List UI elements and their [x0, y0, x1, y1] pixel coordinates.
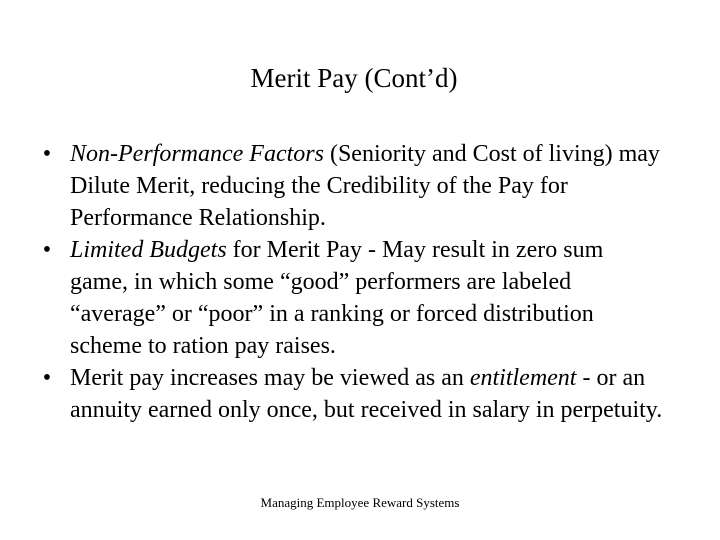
bullet-symbol: •	[42, 237, 52, 263]
bullet-text: - or an annuity earned only once, but received in salary in perpetuity.	[70, 365, 663, 423]
bullet-symbol: •	[42, 365, 52, 391]
bullet-list	[36, 138, 666, 426]
bullet-emphasis: Limited Budgets	[70, 237, 227, 263]
bullet-emphasis: entitlement	[469, 365, 577, 391]
bullet-text: (Seniority and Cost of living) may Dilute Merit, reducing the Credibility of the Pay for Performance Relationship.	[70, 141, 660, 231]
bullet-item-limited-budgets	[36, 234, 666, 362]
bullet-item-non-performance-factors	[36, 138, 666, 234]
bullet-item-entitlement	[36, 362, 666, 426]
bullet-text: for Merit Pay - May result in zero sum game, in which some “good” performers are labeled “average” or “poor” in a ranking or forced distribution scheme to ration pay raises.	[70, 237, 604, 359]
slide-footer: Managing Employee Reward Systems	[260, 495, 460, 510]
bullet-symbol: •	[42, 141, 52, 167]
bullet-text-lead: Merit pay increases may be viewed as an	[70, 365, 470, 391]
bullet-emphasis: Non-Performance Factors	[70, 141, 324, 167]
slide-title: Merit Pay (Cont’d)	[250, 63, 458, 93]
